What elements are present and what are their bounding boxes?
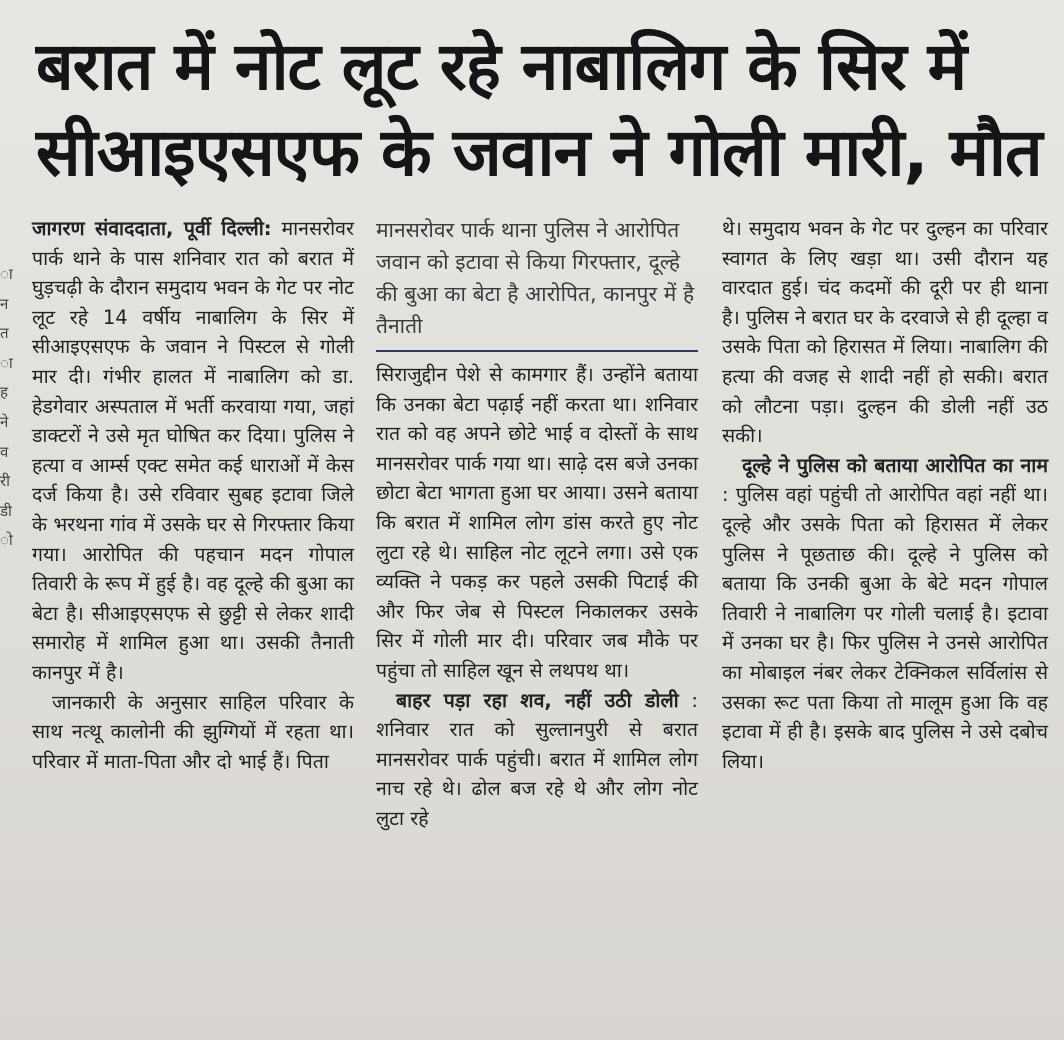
subheading: बाहर पड़ा रहा शव, नहीं उठी डोली [396, 688, 679, 712]
subheading: दूल्हे ने पुलिस को बताया आरोपित का नाम [742, 453, 1048, 477]
edge-char: ह [0, 383, 8, 402]
paragraph-text: : पुलिस वहां पहुंची तो आरोपित वहां नहीं था। दूल्हे और उसके पिता को हिरासत में लेकर पुलिस ने पूछताछ की। दूल्हे ने पुलिस को बताया कि उनकी बुआ के बेटे मदन गोपाल तिवारी ने नाबालिग पर गोली चलाई है। इटावा में उनका घर है। फिर पुलिस ने उनसे आरोपित का मोबाइल नंबर लेकर टेक्निकल सर्विलांस से उसका रूट पता किया तो मालूम हुआ कि वह इटावा में ही है। इसके बाद पुलिस ने उसे दबोच लिया। [722, 483, 1048, 773]
edge-char: डी [0, 501, 12, 520]
edge-char: री [0, 472, 11, 491]
edge-char: न [0, 294, 9, 313]
headline [36, 24, 1046, 196]
article-column-2 [376, 214, 698, 834]
headline-line-1: बरात में नोट लूट रहे नाबालिग के सिर में [36, 28, 967, 105]
paragraph: सिराजुद्दीन पेशे से कामगार हैं। उन्होंने बताया कि उनका बेटा पढ़ाई नहीं करता था। शनिवार रात को वह अपने छोटे भाई व दोस्तों के साथ मानसरोवर पार्क गया था। साढ़े दस बजे उनका छोटा बेटा भागता हुआ घर आया। उसने बताया कि बरात में शामिल लोग डांस करते हुए नोट लुटा रहे थे। साहिल नोट लूटने लगा। उसे एक व्यक्ति ने पकड़ कर पहले उसकी पिटाई की और फिर जेब से पिस्टल निकालकर उसके सिर में गोली मार दी। परिवार जब मौके पर पहुंचा तो साहिल खून से लथपथ था। [376, 363, 698, 682]
paragraph [32, 214, 354, 688]
paragraph: जानकारी के अनुसार साहिल परिवार के साथ नत्थू कालोनी की झुग्गियों में रहता था। परिवार में माता-पिता और दो भाई हैं। पिता [32, 690, 354, 773]
edge-char: व [0, 442, 9, 461]
paragraph [722, 451, 1048, 777]
article-column-1 [32, 214, 354, 776]
article-column-3 [722, 214, 1048, 776]
byline: जागरण संवाददाता, पूर्वी दिल्ली: [32, 217, 272, 240]
edge-char: ा [0, 353, 13, 372]
clipped-left-column [0, 260, 14, 556]
highlight-blurb: मानसरोवर पार्क थाना पुलिस ने आरोपित जवान को इटावा से किया गिरफ्तार, दूल्हे की बुआ का बेटा है आरोपित, कानपुर में है तैनाती [376, 214, 698, 352]
edge-char: ा [0, 265, 13, 283]
paragraph [376, 686, 698, 834]
paragraph-text: मानसरोवर पार्क थाने के पास शनिवार रात को बरात में घुड़चढ़ी के दौरान समुदाय भवन के गेट पर नोट लूट रहे 14 वर्षीय नाबालिग के सिर में सीआइएसएफ के जवान ने पिस्टल से गोली मार दी। गंभीर हालत में नाबालिग को डा. हेडगेवार अस्पताल में भर्ती करवाया गया, जहां डाक्टरों ने उसे मृत घोषित कर दिया। पुलिस ने हत्या व आर्म्स एक्ट समेत कई धाराओं में केस दर्ज किया है। उसे रविवार सुबह इटावा जिले के भरथना गांव में उसके घर से गिरफ्तार किया गया। आरोपित की पहचान मदन गोपाल तिवारी के रूप में हुई है। वह दूल्हे की बुआ का बेटा है। सीआइएसएफ से छुट्टी से लेकर शादी समारोह में शामिल हुआ था। उसकी तैनाती कानपुर में है। [32, 217, 354, 684]
paragraph-text: : शनिवार रात को सुल्तानपुरी से बरात मानसरोवर पार्क पहुंची। बरात में शामिल लोग नाच रहे थे। ढोल बज रहे थे और लोग नोट लुटा रहे [376, 688, 698, 830]
edge-char: ने [0, 412, 9, 431]
edge-char: ो [0, 531, 13, 550]
headline-line-2: सीआइएसएफ के जवान ने गोली मारी, मौत [36, 114, 1042, 191]
edge-char: त [0, 324, 9, 343]
paragraph: थे। समुदाय भवन के गेट पर दुल्हन का परिवार स्वागत के लिए खड़ा था। उसी दौरान यह वारदात हुई। चंद कदमों की दूरी पर ही थाना है। पुलिस ने बरात घर के दरवाजे से ही दूल्हा व उसके पिता को हिरासत में लिया। नाबालिग की हत्या की वजह से शादी नहीं हो सकी। बरात को लौटना पड़ा। दुल्हन की डोली नहीं उठ सकी। [722, 217, 1048, 448]
